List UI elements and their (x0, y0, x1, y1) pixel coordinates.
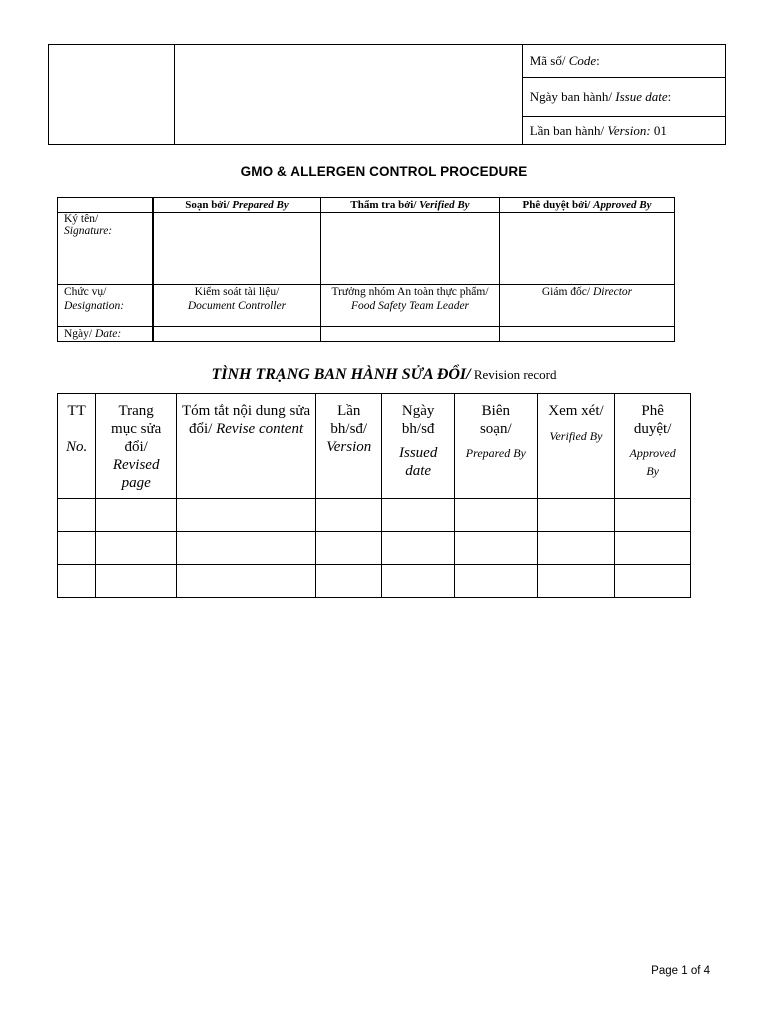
table-row (58, 499, 691, 532)
cell (96, 499, 177, 532)
verified-designation-en: Food Safety Team Leader (350, 300, 470, 312)
cell (316, 532, 382, 565)
date-label-en: Date: (94, 328, 122, 340)
col-date-vn: Ngày bh/sđ (401, 403, 435, 437)
approval-table (57, 197, 675, 342)
prepared-designation-vn: Kiểm soát tài liệu/ (194, 286, 280, 298)
cell (454, 565, 537, 598)
cell (58, 565, 96, 598)
verified-by-header (321, 198, 500, 213)
approved-date-cell (500, 327, 675, 342)
col-approved-vn: Phê duyệt/ (633, 403, 672, 437)
date-label-cell (58, 327, 154, 342)
prepared-by-en: Prepared By (232, 199, 289, 211)
cell (537, 499, 615, 532)
cell (58, 532, 96, 565)
date-label-vn: Ngày/ (64, 328, 95, 340)
verified-designation-cell (321, 285, 500, 327)
cell (454, 532, 537, 565)
signature-label-en: Signature: (64, 225, 113, 237)
cell (58, 499, 96, 532)
col-verified-by (537, 394, 615, 499)
signature-label-vn: Ký tên/ (64, 213, 99, 225)
cell (454, 499, 537, 532)
cell (96, 565, 177, 598)
code-cell (522, 45, 725, 78)
header-middle-cell (174, 45, 522, 145)
col-verified-en: Verified By (549, 429, 603, 443)
col-version (316, 394, 382, 499)
version-cell (522, 117, 725, 145)
col-approved-by (615, 394, 691, 499)
col-prepared-vn: Biên soạn/ (479, 403, 512, 437)
cell (537, 565, 615, 598)
cell (615, 532, 691, 565)
document-header-table (48, 44, 726, 145)
page-number: Page 1 of 4 (651, 965, 710, 977)
approved-signature-cell (500, 213, 675, 285)
verified-date-cell (321, 327, 500, 342)
verified-by-en: Verified By (419, 199, 470, 211)
document-title: GMO & ALLERGEN CONTROL PROCEDURE (240, 164, 528, 179)
cell (176, 499, 315, 532)
col-version-vn: Lần bh/sđ/ (330, 403, 368, 437)
code-label-en: Code (568, 53, 597, 68)
revision-title-en: Revision record (470, 367, 557, 382)
issue-date-label: Ngày ban hành/ (529, 89, 616, 104)
designation-label-cell (58, 285, 154, 327)
verified-signature-cell (321, 213, 500, 285)
col-approved-en: Approved By (629, 446, 676, 478)
prepared-by-vn: Soạn bởi/ (185, 199, 233, 211)
col-content-vn: Tóm tắt nội dung sửa đổi/ (182, 403, 311, 437)
col-revised-page (96, 394, 177, 499)
signature-label-cell (58, 213, 154, 285)
col-revise-content (176, 394, 315, 499)
issue-date-cell (522, 78, 725, 117)
table-row (58, 532, 691, 565)
cell (176, 532, 315, 565)
cell (537, 532, 615, 565)
col-no-vn: TT (67, 403, 86, 419)
cell (615, 565, 691, 598)
prepared-by-header (153, 198, 321, 213)
prepared-signature-cell (153, 213, 321, 285)
issue-date-label-en: Issue date (615, 89, 668, 104)
col-page-vn: Trang mục sửa đổi/ (111, 403, 162, 455)
revision-table (57, 393, 691, 598)
cell (96, 532, 177, 565)
col-version-en: Version (326, 439, 372, 455)
designation-label-vn: Chức vụ/ (64, 286, 107, 298)
col-issued-date (382, 394, 455, 499)
prepared-date-cell (153, 327, 321, 342)
approved-designation-cell (500, 285, 675, 327)
revision-header-row (58, 394, 691, 499)
cell (316, 499, 382, 532)
col-prepared-en: Prepared By (465, 446, 526, 460)
col-prepared-by (454, 394, 537, 499)
col-date-en: Issued date (399, 445, 438, 479)
approved-by-vn: Phê duyệt bởi/ (522, 199, 594, 211)
cell (382, 499, 455, 532)
cell (382, 532, 455, 565)
cell (382, 565, 455, 598)
approved-designation-en: Director (592, 286, 633, 298)
version-value: 01 (650, 122, 667, 138)
version-label: Lần ban hành/ (529, 122, 608, 138)
table-row (58, 565, 691, 598)
issue-date-colon: : (667, 89, 672, 104)
designation-label-en: Designation: (64, 300, 125, 312)
version-label-en: Version: (607, 122, 651, 138)
code-label: Mã số/ (529, 53, 569, 68)
cell (176, 565, 315, 598)
verified-by-vn: Thẩm tra bởi/ (350, 199, 420, 211)
code-colon: : (596, 53, 600, 68)
approved-by-en: Approved By (593, 199, 652, 211)
col-verified-vn: Xem xét/ (548, 403, 604, 419)
revision-record-title (0, 366, 768, 384)
revision-title-vn: TÌNH TRẠNG BAN HÀNH SỬA ĐỔI/ (211, 366, 471, 383)
prepared-designation-cell (153, 285, 321, 327)
approved-by-header (500, 198, 675, 213)
prepared-designation-en: Document Controller (187, 300, 287, 312)
cell (316, 565, 382, 598)
cell (615, 499, 691, 532)
col-page-en: Revised page (112, 457, 160, 491)
verified-designation-vn: Trưởng nhóm An toàn thực phẩm/ (331, 286, 489, 298)
logo-cell (49, 45, 175, 145)
col-no (58, 394, 96, 499)
col-content-en: Revise content (216, 421, 304, 437)
approval-corner-cell (58, 198, 154, 213)
col-no-en: No. (66, 439, 88, 455)
approved-designation-vn: Giám đốc/ (541, 286, 593, 298)
